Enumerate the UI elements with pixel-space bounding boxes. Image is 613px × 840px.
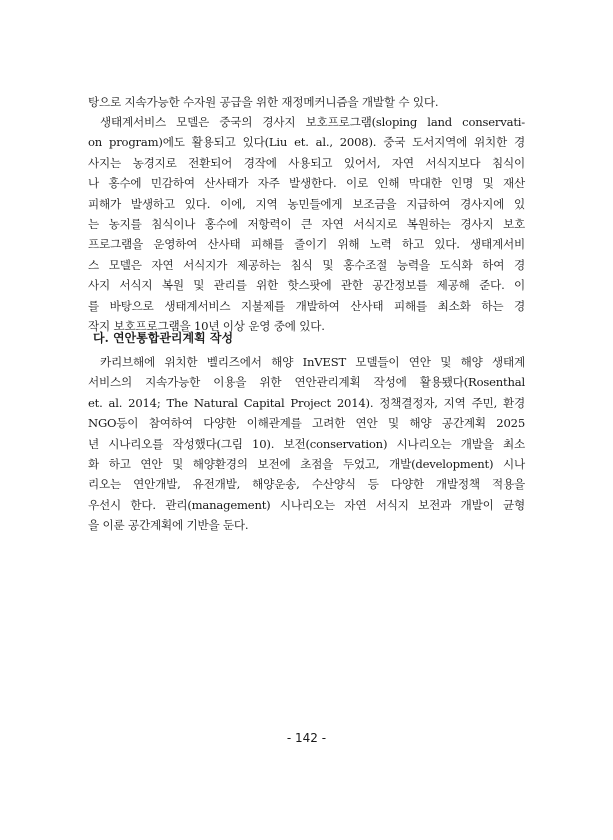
paragraph-sloping-land (88, 112, 525, 336)
page-number: - 142 - (286, 731, 327, 745)
paragraph-coastal-plan (88, 352, 525, 536)
section-heading: 다. 연안통합관리계획 작성 (93, 331, 234, 345)
text-line: 리오는 연안개발, 유전개발, 해양운송, 수산양식 등 다양한 개발정책 적용을 (88, 477, 525, 492)
text-line: 를 바탕으로 생태계서비스 지불제를 개발하여 산사태 피해를 최소화 하는 경 (88, 298, 525, 313)
text-line: 작지 보호프로그램을 10년 이상 운영 중에 있다. (88, 319, 325, 334)
text-line: 사지 서식지 복원 및 관리를 위한 핫스팟에 관한 공간정보를 제공해 준다. 이 (88, 278, 525, 293)
text-line: 서비스의 지속가능한 이용을 위한 연안관리계획 작성에 활용됐다(Rosenthal (88, 375, 525, 390)
text-line: on program)에도 활용되고 있다(Liu et. al., 2008). 중국 도서지역에 위치한 경 (88, 135, 525, 150)
text-line: 카리브해에 위치한 벨리즈에서 해양 InVEST 모델들이 연안 및 해양 생태계 (100, 355, 525, 369)
paragraph-continuation (88, 92, 525, 112)
text-line: 화 하고 연안 및 해양환경의 보전에 초점을 두었고, 개발(development) 시나 (88, 457, 525, 472)
text-line: 스 모델은 자연 서식지가 제공하는 침식 및 홍수조절 능력을 도식화 하여 경 (88, 257, 525, 272)
text-line: et. al. 2014; The Natural Capital Project 2014). 정책결정자, 지역 주민, 환경 (88, 395, 525, 410)
text-line: 프로그램을 운영하여 산사태 피해를 줄이기 위해 노력 하고 있다. 생태계서비 (88, 237, 525, 252)
text-line: 는 농지를 침식이나 홍수에 저항력이 큰 자연 서식지로 복원하는 경사지 보호 (88, 217, 525, 232)
text-line: 을 이룬 공간계획에 기반을 둔다. (88, 518, 249, 533)
text-line: 우선시 한다. 관리(management) 시나리오는 자연 서식지 보전과 개발이 균형 (88, 497, 525, 512)
text-line: 사지는 농경지로 전환되어 경작에 사용되고 있어서, 자연 서식지보다 침식이 (88, 155, 525, 170)
text-line: NGO등이 참여하여 다양한 이해관계를 고려한 연안 및 해양 공간계획 2025 (88, 416, 525, 431)
text-line: 년 시나리오를 작성했다(그림 10). 보전(conservation) 시나리오는 개발을 최소 (88, 436, 525, 451)
text-line: 탕으로 지속가능한 수자원 공급을 위한 재정메커니즘을 개발할 수 있다. (88, 95, 439, 109)
text-line: 생태계서비스 모델은 중국의 경사지 보호프로그램(sloping land conservati- (100, 115, 525, 129)
text-line: 피해가 발생하고 있다. 이에, 지역 농민들에게 보조금을 지급하여 경사지에 있 (88, 196, 525, 211)
text-line: 나 홍수에 민감하여 산사태가 자주 발생한다. 이로 인해 막대한 인명 및 재산 (88, 176, 525, 191)
